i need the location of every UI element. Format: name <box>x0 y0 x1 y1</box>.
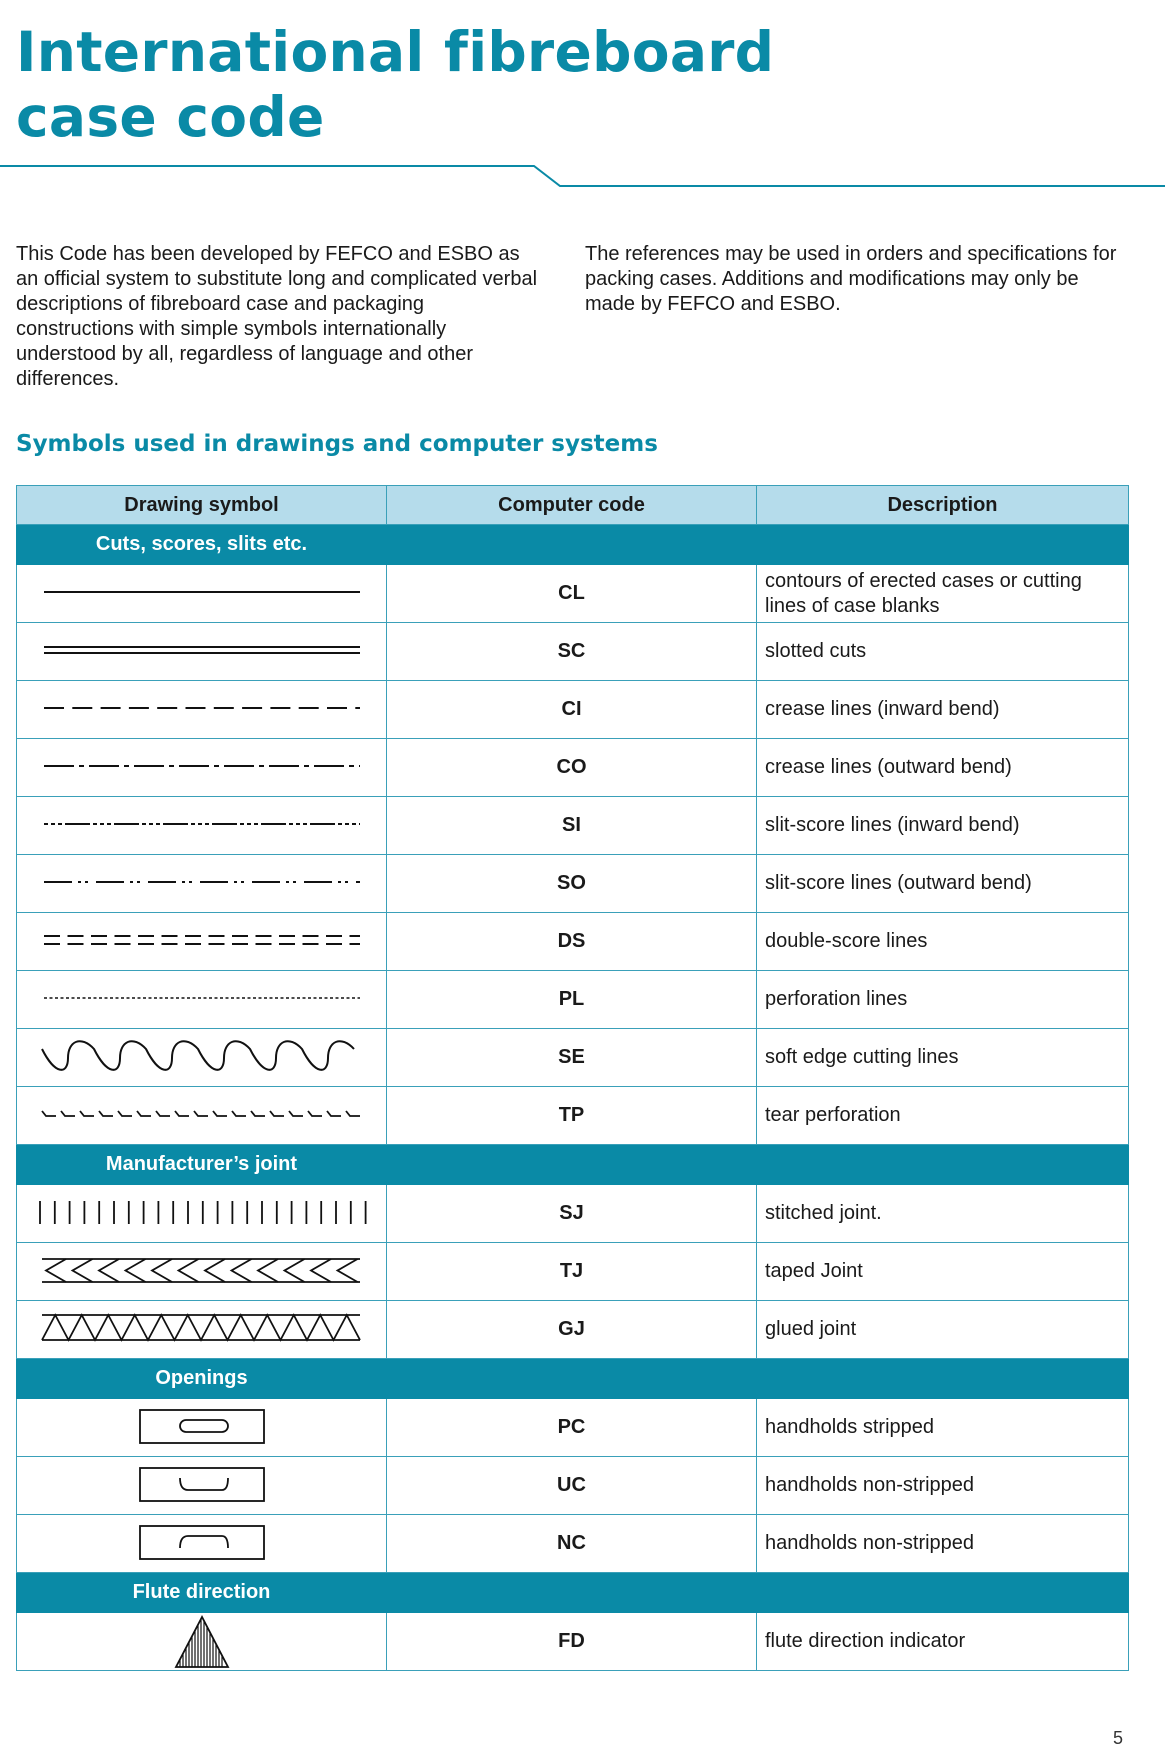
section-label: Cuts, scores, slits etc. <box>17 525 387 565</box>
handhold-non-stripped-up-symbol <box>22 1459 382 1513</box>
title-divider <box>0 160 1165 190</box>
table-row <box>17 623 1129 681</box>
computer-code: GJ <box>387 1301 757 1359</box>
table-row <box>17 1399 1129 1457</box>
computer-code: PL <box>387 971 757 1029</box>
drawing-symbol-cell <box>17 971 387 1029</box>
dotted-line-symbol <box>22 973 382 1027</box>
description: glued joint <box>757 1301 1129 1359</box>
computer-code: TJ <box>387 1243 757 1301</box>
description: perforation lines <box>757 971 1129 1029</box>
section-row <box>17 525 1129 565</box>
drawing-symbol-cell <box>17 1457 387 1515</box>
section-fill <box>387 1359 757 1399</box>
drawing-symbol-cell <box>17 797 387 855</box>
table-row <box>17 1243 1129 1301</box>
computer-code: SO <box>387 855 757 913</box>
section-fill <box>757 525 1129 565</box>
table-row <box>17 913 1129 971</box>
case-code-table <box>16 485 1129 1671</box>
page-number: 5 <box>1112 1728 1123 1748</box>
description: slit-score lines (outward bend) <box>757 855 1129 913</box>
chevron-band-symbol <box>22 1245 382 1299</box>
intro-right-paragraph: The references may be used in orders and specifications for packing cases. Additions and modifications may only be made by FEFCO and ESBO. <box>585 243 1117 315</box>
section-row <box>17 1573 1129 1613</box>
computer-code: PC <box>387 1399 757 1457</box>
dash-double-dot-line-symbol <box>22 857 382 911</box>
table-row <box>17 1301 1129 1359</box>
drawing-symbol-cell <box>17 1087 387 1145</box>
page-title <box>16 20 774 150</box>
description: handholds stripped <box>757 1399 1129 1457</box>
page-title-line-2: case code <box>16 85 325 149</box>
drawing-symbol-cell <box>17 1185 387 1243</box>
description: slit-score lines (inward bend) <box>757 797 1129 855</box>
table-row <box>17 1515 1129 1573</box>
drawing-symbol-cell <box>17 565 387 623</box>
description: stitched joint. <box>757 1185 1129 1243</box>
intro-left-paragraph: This Code has been developed by FEFCO and ESBO as an official system to substitute long and complicated verbal descriptions of fibreboard case and packaging constructions with simple symbols internationally understood by all, regardless of language and other differences. <box>16 243 538 390</box>
description: flute direction indicator <box>757 1613 1129 1671</box>
page-title-line-1: International fibreboard <box>16 20 775 84</box>
table-row <box>17 797 1129 855</box>
description: slotted cuts <box>757 623 1129 681</box>
table-row <box>17 681 1129 739</box>
description: double-score lines <box>757 913 1129 971</box>
table-row <box>17 971 1129 1029</box>
table-row <box>17 565 1129 623</box>
table-header-row <box>17 486 1129 525</box>
computer-code: SE <box>387 1029 757 1087</box>
computer-code: TP <box>387 1087 757 1145</box>
section-fill <box>757 1573 1129 1613</box>
table-row <box>17 1185 1129 1243</box>
description: contours of erected cases or cutting lines of case blanks <box>757 565 1129 623</box>
description: crease lines (inward bend) <box>757 681 1129 739</box>
header-drawing-symbol: Drawing symbol <box>17 486 387 525</box>
section-label: Manufacturer’s joint <box>17 1145 387 1185</box>
solid-line-symbol <box>22 567 382 621</box>
section-label: Openings <box>17 1359 387 1399</box>
table-row <box>17 855 1129 913</box>
drawing-symbol-cell <box>17 1029 387 1087</box>
tick-line-symbol <box>22 1089 382 1143</box>
section-fill <box>387 1145 757 1185</box>
vertical-bars-symbol <box>22 1187 382 1241</box>
table-row <box>17 1029 1129 1087</box>
flute-triangle-symbol <box>22 1615 382 1669</box>
drawing-symbol-cell <box>17 855 387 913</box>
computer-code: CO <box>387 739 757 797</box>
description: handholds non-stripped <box>757 1457 1129 1515</box>
description: taped Joint <box>757 1243 1129 1301</box>
section-fill <box>387 525 757 565</box>
computer-code: SJ <box>387 1185 757 1243</box>
computer-code: FD <box>387 1613 757 1671</box>
drawing-symbol-cell <box>17 623 387 681</box>
description: handholds non-stripped <box>757 1515 1129 1573</box>
drawing-symbol-cell <box>17 913 387 971</box>
computer-code: DS <box>387 913 757 971</box>
drawing-symbol-cell <box>17 1613 387 1671</box>
header-description: Description <box>757 486 1129 525</box>
header-computer-code: Computer code <box>387 486 757 525</box>
computer-code: CL <box>387 565 757 623</box>
description: crease lines (outward bend) <box>757 739 1129 797</box>
section-fill <box>387 1573 757 1613</box>
dashed-line-symbol <box>22 683 382 737</box>
double-line-symbol <box>22 625 382 679</box>
section-row <box>17 1145 1129 1185</box>
symbols-section-title: Symbols used in drawings and computer systems <box>16 431 658 457</box>
dash-dot-line-symbol <box>22 741 382 795</box>
computer-code: SI <box>387 797 757 855</box>
drawing-symbol-cell <box>17 1301 387 1359</box>
handhold-non-stripped-down-symbol <box>22 1517 382 1571</box>
table-row <box>17 1613 1129 1671</box>
drawing-symbol-cell <box>17 1243 387 1301</box>
section-label: Flute direction <box>17 1573 387 1613</box>
wavy-line-symbol <box>22 1031 382 1085</box>
table-row <box>17 739 1129 797</box>
drawing-symbol-cell <box>17 1399 387 1457</box>
section-fill <box>757 1145 1129 1185</box>
handhold-stripped-symbol <box>22 1401 382 1455</box>
double-dashed-line-symbol <box>22 915 382 969</box>
drawing-symbol-cell <box>17 739 387 797</box>
computer-code: SC <box>387 623 757 681</box>
zigzag-band-symbol <box>22 1303 382 1357</box>
section-fill <box>757 1359 1129 1399</box>
description: soft edge cutting lines <box>757 1029 1129 1087</box>
table-row <box>17 1087 1129 1145</box>
description: tear perforation <box>757 1087 1129 1145</box>
drawing-symbol-cell <box>17 681 387 739</box>
table-row <box>17 1457 1129 1515</box>
computer-code: NC <box>387 1515 757 1573</box>
computer-code: UC <box>387 1457 757 1515</box>
dash-triple-dot-line-symbol <box>22 799 382 853</box>
section-row <box>17 1359 1129 1399</box>
drawing-symbol-cell <box>17 1515 387 1573</box>
computer-code: CI <box>387 681 757 739</box>
